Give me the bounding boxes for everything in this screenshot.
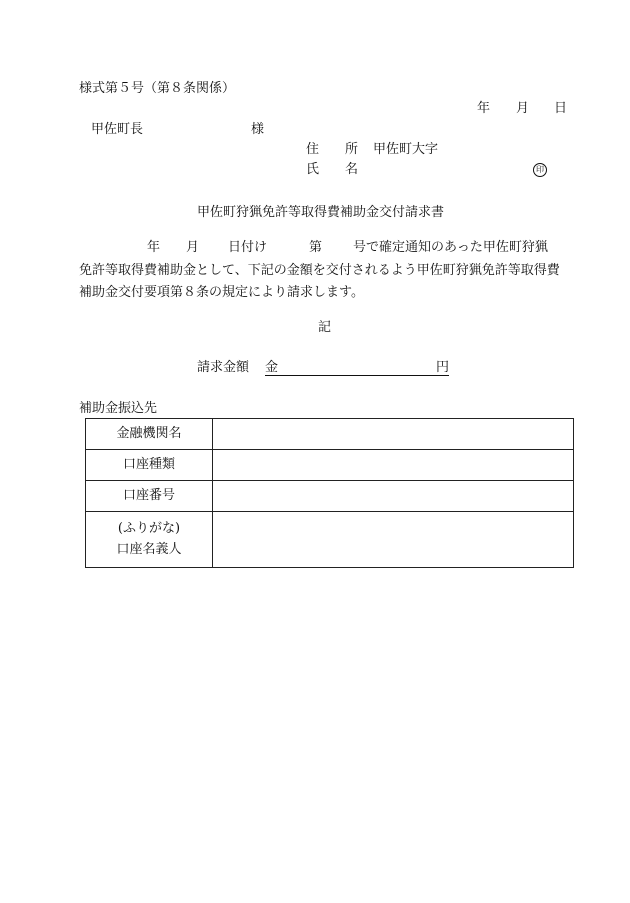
amount-label: 請求金額 — [197, 360, 250, 375]
table-row — [86, 450, 574, 481]
body-line1-rest: 号で確定通知のあった甲佐町狩猟 — [353, 240, 548, 255]
body-day-dated: 日付け — [228, 240, 268, 255]
date-year-label: 年 — [477, 101, 491, 116]
account-number-label: 口座番号 — [86, 481, 213, 512]
account-number-field[interactable] — [213, 481, 574, 512]
table-row — [86, 512, 574, 568]
account-holder-field[interactable] — [213, 512, 574, 568]
body-month: 月 — [186, 240, 200, 255]
addressee-town: 甲佐町長 — [91, 122, 144, 137]
form-number: 様式第５号（第８条関係） — [79, 81, 236, 96]
bank-heading: 補助金振込先 — [79, 401, 158, 416]
address-label-2: 所 — [345, 142, 359, 157]
address-label-1: 住 — [306, 142, 320, 157]
seal-icon: 印 — [533, 163, 547, 177]
bank-table — [85, 418, 574, 568]
body-number-prefix: 第 — [309, 240, 323, 255]
body-line3: 補助金交付要項第８条の規定により請求します。 — [79, 285, 364, 300]
doc-title: 甲佐町狩猟免許等取得費補助金交付請求書 — [197, 205, 445, 220]
date-month-label: 月 — [516, 101, 530, 116]
table-row — [86, 419, 574, 450]
body-year: 年 — [147, 240, 161, 255]
account-type-label: 口座種類 — [86, 450, 213, 481]
ki-heading: 記 — [318, 320, 332, 335]
seal-mark — [533, 162, 547, 177]
amount-suffix: 円 — [436, 360, 450, 375]
account-holder-text: 口座名義人 — [116, 541, 182, 557]
bank-name-label: 金融機関名 — [86, 419, 213, 450]
name-label-1: 氏 — [306, 162, 320, 177]
address-value: 甲佐町大字 — [373, 142, 439, 157]
bank-name-field[interactable] — [213, 419, 574, 450]
account-holder-furigana: (ふりがな) — [117, 521, 181, 537]
account-type-field[interactable] — [213, 450, 574, 481]
name-label-2: 名 — [345, 162, 359, 177]
table-row — [86, 481, 574, 512]
date-day-label: 日 — [554, 101, 568, 116]
amount-prefix: 金 — [265, 360, 279, 375]
body-line2: 免許等取得費補助金として、下記の金額を交付されるよう甲佐町狩猟免許等取得費 — [79, 263, 560, 278]
amount-underline — [265, 375, 449, 376]
account-holder-label — [86, 512, 213, 568]
addressee-honorific: 様 — [251, 122, 265, 137]
